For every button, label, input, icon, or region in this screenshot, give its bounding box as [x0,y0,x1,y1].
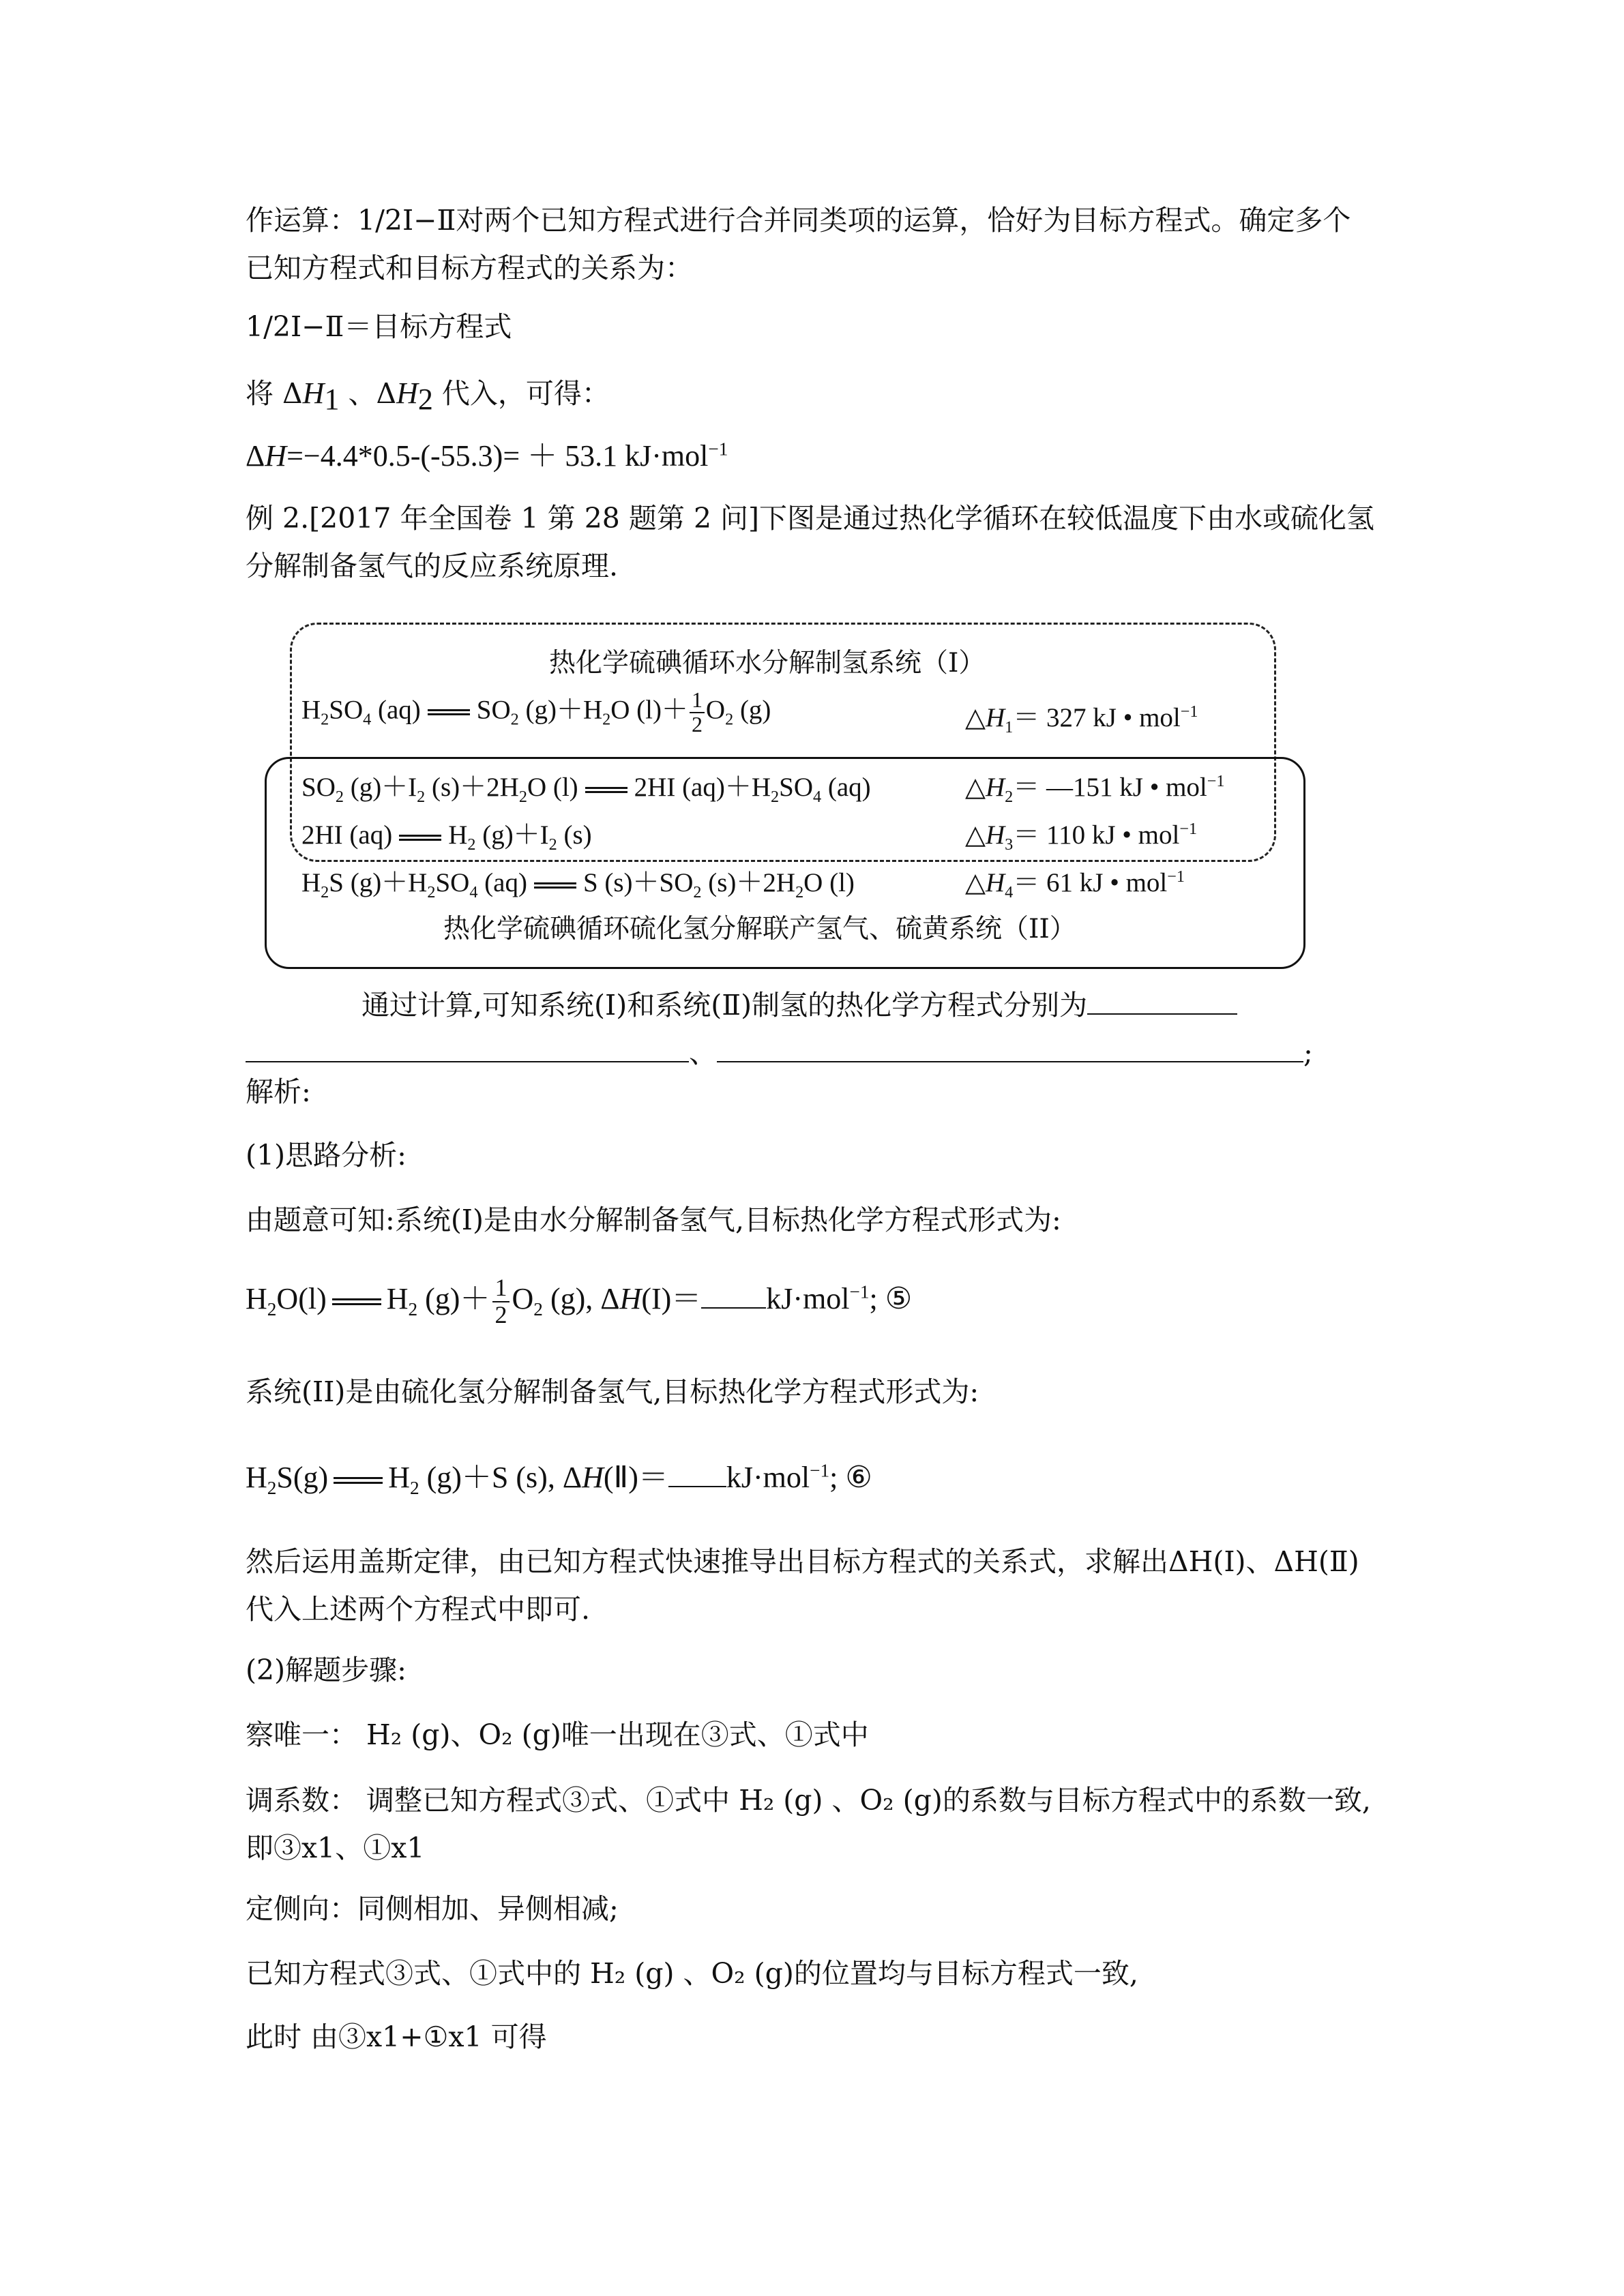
text: 通过计算,可知系统(Ⅰ)和系统(Ⅱ)制氢的热化学方程式分别为 [361,989,1088,1022]
t: (Ⅱ)＝ [603,1461,668,1494]
t: (g)＋H [518,695,603,725]
system-I-target-text: 由题意可知:系统(I)是由水分解制备氢气,目标热化学方程式形式为: [246,1204,1061,1236]
reaction-row-1 [301,689,771,736]
var-h: H [986,773,1005,802]
sub: 3 [1005,835,1014,854]
var-h: H [986,820,1005,850]
sub: 2 [467,835,476,854]
step-adjust-coefficients: 调系数： 调整已知方程式③式、①式中 H₂ (g) 、O₂ (g)的系数与目标方程式中的系数一致,即③x1、①x1 [246,1784,1371,1864]
t: O (l) [527,773,578,802]
sub: 2 [693,882,702,901]
t: (g)＋I [475,820,549,850]
t: △ [965,703,986,732]
fraction [690,689,705,736]
sub: 2 [771,787,780,806]
t: H [246,1461,267,1494]
t: ＝ 327 kJ • mol [1013,703,1181,732]
t: SO [779,773,813,802]
t: H [301,695,321,725]
sub: 4 [469,882,478,901]
text: 代入，可得： [432,377,610,410]
t: 2HI (aq) [301,820,393,850]
reaction-row-3 [301,816,592,855]
sup: −1 [1167,867,1185,886]
t: H [246,1281,267,1315]
var-h: H [619,1281,642,1315]
relation-line: 1/2I−Ⅱ＝目标方程式 [246,310,512,343]
sub: 2 [408,1298,418,1320]
t: ＝ —151 kJ • mol [1013,773,1207,802]
t: SO [476,695,511,725]
denominator: 2 [494,1300,507,1328]
t: S (s)＋SO [582,868,694,897]
sub: 2 [335,787,344,806]
answer-blank-dh2[interactable] [668,1486,726,1487]
text: Δ [246,439,265,473]
t: SO [329,695,364,725]
hess-law-paragraph: 然后运用盖斯定律，由已知方程式快速推导出目标方程式的关系式，求解出ΔH(I)、ΔH(Ⅱ)代入上述两个方程式中即可. [246,1545,1359,1626]
t: H [301,868,321,897]
sup: −1 [1180,702,1198,721]
t: (g)＋I [343,773,417,802]
delta-h4 [965,864,1185,903]
reaction-row-2 [301,769,871,807]
equals-arrow [585,787,628,793]
analysis-step-1: (1)思路分析: [246,1139,407,1172]
equals-arrow [428,709,470,715]
equals-arrow [332,1298,381,1305]
equation-6 [246,1456,872,1500]
t: ＝ 61 kJ • mol [1013,868,1168,897]
sub: 4 [812,787,822,806]
t: (g)＋ [417,1281,490,1315]
sub: 2 [725,710,734,729]
t: O [512,1281,534,1315]
sub: 4 [1005,882,1014,901]
sub: 2 [417,383,433,417]
delta-h1 [965,699,1198,738]
denominator: 2 [691,712,703,736]
step-determine-side: 定侧向：同侧相加、异侧相减; [246,1892,619,1925]
sub: 2 [409,1477,419,1498]
var-h: H [582,1461,604,1494]
equals-arrow [399,835,441,841]
text: 、 [689,1037,717,1069]
var-h: H [986,868,1005,897]
answer-blank-dh1[interactable] [701,1307,766,1309]
sub: 2 [267,1477,277,1498]
t: O(l) [276,1281,327,1315]
t: H [448,820,468,850]
t: ; ⑤ [869,1281,913,1315]
sup: −1 [1179,820,1198,838]
text: =−4.4*0.5-(-55.3)= ＋ 53.1 kJ·mol [286,439,709,473]
reaction-system-figure [259,617,1310,972]
t: (aq) [371,695,421,725]
t: 2HI (aq)＋H [634,773,771,802]
t: S(g) [276,1461,329,1494]
sub: 4 [363,710,372,729]
sub: 2 [518,787,527,806]
t: △ [965,773,986,802]
equation-5 [246,1275,912,1328]
var-h: H [302,376,325,410]
var-h: H [986,703,1005,732]
text: ; [1303,1037,1313,1069]
numerator: 1 [690,689,705,713]
result-line [246,434,728,478]
answer-blank-1b[interactable] [246,1061,689,1062]
answer-blank-1a[interactable] [1087,1013,1237,1015]
reaction-row-4 [301,864,855,903]
t: △ [965,820,986,850]
analysis-heading: 解析: [246,1075,311,1108]
sub: 2 [427,882,436,901]
t: (s) [557,820,592,850]
t: SO [301,773,336,802]
t: SO [435,868,470,897]
fraction [492,1275,509,1328]
t: H [388,1461,410,1494]
sub: 2 [321,882,329,901]
t: kJ·mol [766,1281,850,1315]
system-II-target-text: 系统(II)是由硫化氢分解制备氢气,目标热化学方程式形式为: [246,1375,979,1408]
t: O (l)＋ [610,695,688,725]
t: O (l) [803,868,855,897]
t: H [386,1281,409,1315]
t: (g) [733,695,771,725]
t: (s)＋2H [701,868,796,897]
t: ＝ 110 kJ • mol [1013,820,1180,850]
sub: 2 [510,710,519,729]
solution-steps-heading: (2)解题步骤: [246,1654,407,1686]
step-find-unique: 察唯一： H₂ (g)、O₂ (g)唯一出现在③式、①式中 [246,1718,869,1751]
sup: −1 [849,1281,870,1302]
t: O [705,695,726,725]
sub: 2 [417,787,426,806]
sub: 2 [1005,787,1014,806]
t: ; ⑥ [829,1461,872,1494]
sub: 2 [321,710,329,729]
sub: 2 [267,1298,277,1320]
equals-arrow [334,1477,383,1484]
var-h: H [265,439,287,473]
t: (s)＋2H [425,773,519,802]
delta-h2 [965,769,1225,807]
var-h: H [396,376,418,410]
sub: 2 [602,710,611,729]
sup: −1 [810,1460,830,1481]
sup: −1 [1207,772,1225,790]
t: kJ·mol [726,1461,810,1494]
equals-arrow [534,882,576,889]
question-blanks-line [246,1033,1313,1073]
sub: 1 [324,383,340,417]
text: 将 Δ [246,377,303,410]
question-line [361,985,1237,1026]
sub: 2 [548,835,557,854]
numerator: 1 [492,1275,509,1302]
step-combine: 此时 由③x1+①x1 可得 [246,2021,547,2053]
sub: 1 [1005,717,1014,736]
t: (aq) [477,868,527,897]
t: S (g)＋H [329,868,428,897]
t: (aq) [821,773,871,802]
system-II-title: 热化学硫碘循环硫化氢分解联产氢气、硫黄系统（II） [443,914,1076,944]
t: △ [965,868,986,897]
example-2-paragraph: 例 2.[2017 年全国卷 1 第 28 题第 2 问]下图是通过热化学循环在较低温度下由水或硫化氢分解制备氢气的反应系统原理. [246,502,1375,582]
system-I-title: 热化学硫碘循环水分解制氢系统（I） [549,648,986,679]
sup: −1 [708,438,728,460]
sub: 2 [795,882,804,901]
t: (g), Δ [542,1281,620,1315]
delta-h3 [965,816,1197,855]
paragraph-operation: 作运算：1/2I−Ⅱ对两个已知方程式进行合并同类项的运算，恰好为目标方程式。确定多个已知方程式和目标方程式的关系为： [246,204,1351,284]
text: 、Δ [339,377,397,410]
t: (I)＝ [641,1281,702,1315]
substitute-line [246,372,610,415]
answer-blank-2[interactable] [717,1061,1303,1062]
step-position-check: 已知方程式③式、①式中的 H₂ (g) 、O₂ (g)的位置均与目标方程式一致, [246,1957,1138,1990]
t: (g)＋S (s), Δ [419,1461,582,1494]
sub: 2 [533,1298,543,1320]
